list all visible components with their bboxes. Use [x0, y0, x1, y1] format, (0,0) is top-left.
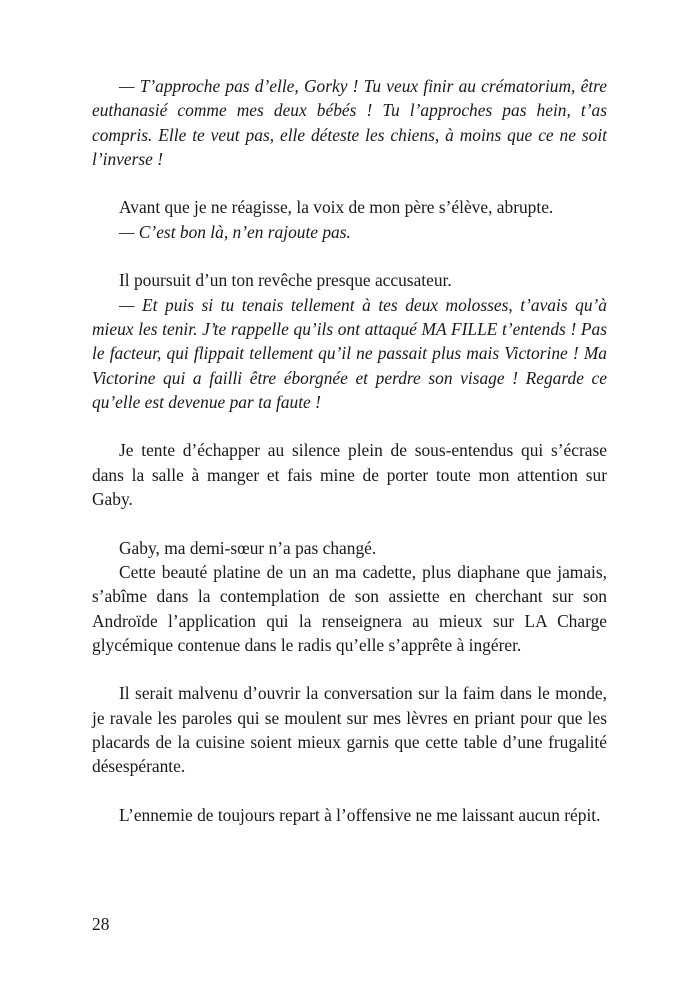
paragraph-spacer	[92, 414, 607, 438]
paragraph-spacer	[92, 171, 607, 195]
paragraph-spacer	[92, 511, 607, 535]
narrative-paragraph: L’ennemie de toujours repart à l’offensive ne me laissant aucun répit.	[119, 804, 601, 825]
narrative-paragraph: Il poursuit d’un ton revêche presque accusateur.	[119, 270, 452, 291]
dialogue-paragraph: — Et puis si tu tenais tellement à tes deux molosses, t’avais qu’à mieux les tenir. J’te rappelle qu’ils ont attaqué MA FILLE t’entends ! Pas le facteur, qui flippait tellement qu’il ne passait plus mais Victorine ! Ma Victorine qui a failli être éborgnée et perdre son visage ! Regarde ce qu’elle est devenue par ta faute !	[92, 294, 607, 412]
narrative-paragraph: Gaby, ma demi-sœur n’a pas changé.	[119, 537, 377, 558]
dialogue-paragraph: — T’approche pas d’elle, Gorky ! Tu veux finir au crématorium, être euthanasié comme mes deux bébés ! Tu l’approches pas hein, t’as compris. Elle te veut pas, elle déteste les chiens, à moins que ce ne soit l’inverse !	[92, 76, 607, 169]
narrative-paragraph: Cette beauté platine de un an ma cadette, plus diaphane que jamais, s’abîme dans la contemplation de son assiette en cherchant sur son Androïde l’application qui la renseignera au mieux sur LA Charge glycémique contenue dans le radis qu’elle s’apprête à ingérer.	[92, 561, 607, 655]
paragraph-spacer	[92, 244, 607, 268]
narrative-paragraph: Il serait malvenu d’ouvrir la conversation sur la faim dans le monde, je ravale les paroles qui se moulent sur mes lèvres en priant pour que les placards de la cuisine soient mieux garnis que cette table d’une frugalité désespérante.	[92, 683, 607, 777]
dialogue-paragraph: — C’est bon là, n’en rajoute pas.	[119, 221, 351, 242]
narrative-paragraph: Je tente d’échapper au silence plein de sous-entendus qui s’écrase dans la salle à manger et fais mine de porter toute mon attention sur Gaby.	[92, 440, 607, 510]
paragraph-spacer	[92, 779, 607, 803]
narrative-paragraph: Avant que je ne réagisse, la voix de mon père s’élève, abrupte.	[119, 197, 554, 218]
page-number: 28	[92, 914, 110, 934]
page-body	[92, 74, 607, 827]
paragraph-spacer	[92, 657, 607, 681]
